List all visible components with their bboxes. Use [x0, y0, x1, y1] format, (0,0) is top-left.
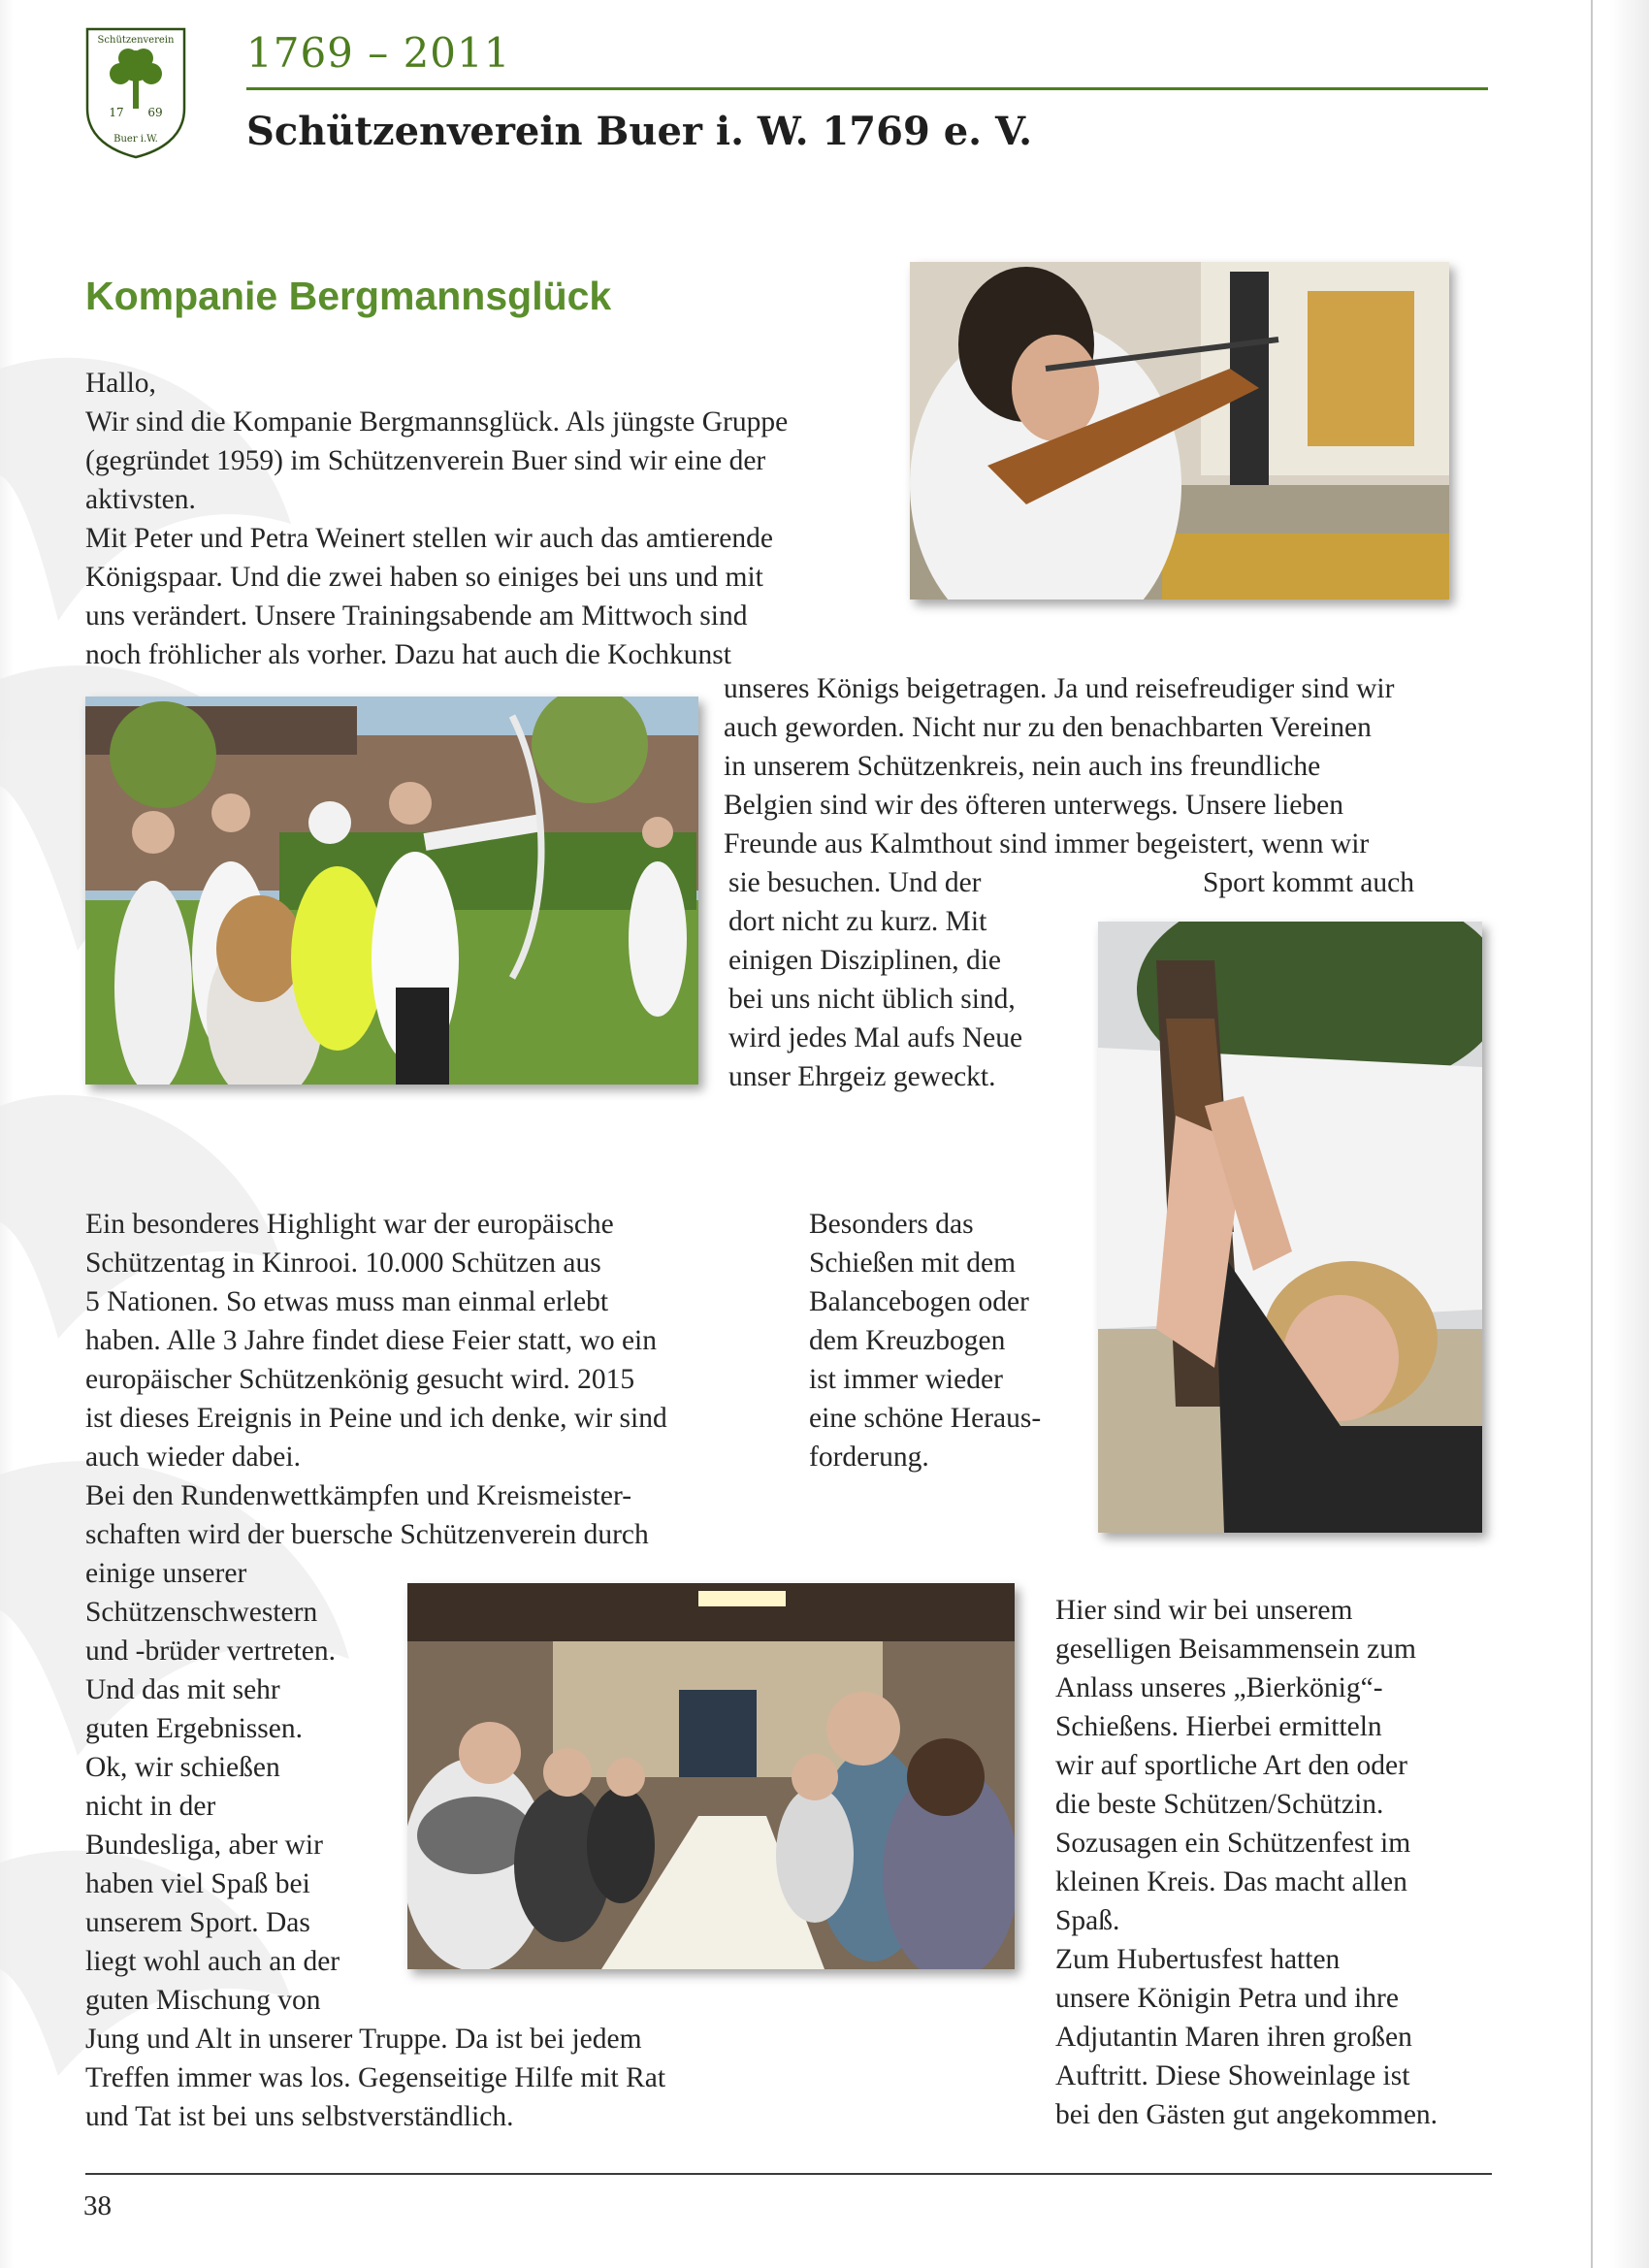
text-line: wird jedes Mal aufs Neue: [728, 1022, 1023, 1053]
crest-bottom-text: Buer i.W.: [113, 134, 158, 145]
photo-aiming-upward: [1098, 922, 1482, 1533]
text-line: Schießens. Hierbei ermitteln: [1055, 1711, 1382, 1742]
text-line: guten Ergebnissen.: [85, 1713, 303, 1744]
crest-year-right: 69: [147, 106, 163, 119]
narrow-paragraph: [728, 902, 1022, 1096]
page-number: 38: [83, 2190, 112, 2221]
text-line: Bundesliga, aber wir: [85, 1830, 323, 1861]
balance-paragraph: [809, 1205, 1041, 1476]
text-line: Schützenschwestern: [85, 1597, 318, 1628]
text-line: Besonders das: [809, 1209, 974, 1240]
text-line: und -brüder vertreten.: [85, 1636, 337, 1667]
header-years: 1769 – 2011: [246, 29, 511, 77]
text-line: bei uns nicht üblich sind,: [728, 984, 1016, 1015]
text-line: noch fröhlicher als vorher. Dazu hat auch die Kochkunst: [85, 639, 731, 670]
text-line: liegt wohl auch an der: [85, 1946, 340, 1977]
closing-paragraph: [85, 2020, 665, 2136]
bierkoenig-paragraph: [1055, 1591, 1438, 2134]
text-line: in unserem Schützenkreis, nein auch ins freundliche: [724, 751, 1321, 782]
text-line: Sozusagen ein Schützenfest im: [1055, 1828, 1411, 1859]
text-line: ist dieses Ereignis in Peine und ich denke, wir sind: [85, 1403, 667, 1434]
page-edge-line: [1591, 0, 1593, 2268]
text-line: forderung.: [809, 1442, 929, 1473]
intro-paragraph: [85, 364, 788, 674]
text-line: einige unserer: [85, 1558, 247, 1589]
text-line: nicht in der: [85, 1791, 216, 1822]
text-line: Freunde aus Kalmthout sind immer begeistert, wenn wir: [724, 828, 1370, 859]
text-line: aktivsten.: [85, 484, 196, 515]
text-line: Spaß.: [1055, 1905, 1120, 1936]
photo-group-table: [407, 1583, 1015, 1969]
text-line: guten Mischung von: [85, 1985, 321, 2016]
text-line: auch geworden. Nicht nur zu den benachbarten Vereinen: [724, 712, 1372, 743]
text-line: Hallo,: [85, 368, 156, 399]
text-line: Hier sind wir bei unserem: [1055, 1595, 1353, 1626]
text-line: kleinen Kreis. Das macht allen: [1055, 1866, 1407, 1897]
photo-archery-lawn: [85, 697, 698, 1085]
text-line: haben viel Spaß bei: [85, 1868, 310, 1899]
footer-divider: [85, 2173, 1492, 2175]
text-line: Jung und Alt in unserer Truppe. Da ist bei jedem: [85, 2024, 642, 2055]
photo-crossbow-indoor: [910, 262, 1449, 599]
text-line: Bei den Rundenwettkämpfen und Kreismeister-: [85, 1480, 632, 1511]
text-line: Und das mit sehr: [85, 1674, 280, 1705]
text-line: Adjutantin Maren ihren großen: [1055, 2022, 1412, 2053]
text-line: und Tat ist bei uns selbstverständlich.: [85, 2101, 514, 2132]
text-line: uns verändert. Unsere Trainingsabende am Mittwoch sind: [85, 600, 748, 632]
text-line: Schützentag in Kinrooi. 10.000 Schützen aus: [85, 1247, 601, 1279]
text-line: Treffen immer was los. Gegenseitige Hilfe mit Rat: [85, 2062, 666, 2093]
text-line: Ok, wir schießen: [85, 1752, 280, 1783]
text-line: 5 Nationen. So etwas muss man einmal erlebt: [85, 1286, 609, 1317]
text-line: Ein besonderes Highlight war der europäische: [85, 1209, 614, 1240]
text-line: ist immer wieder: [809, 1364, 1003, 1395]
text-line: europäischer Schützenkönig gesucht wird. 2015: [85, 1364, 635, 1395]
text-line: Mit Peter und Petra Weinert stellen wir auch das amtierende: [85, 523, 773, 554]
text-line: unsere Königin Petra und ihre: [1055, 1983, 1399, 2014]
text-line: auch wieder dabei.: [85, 1442, 301, 1473]
text-line: haben. Alle 3 Jahre findet diese Feier statt, wo ein: [85, 1325, 658, 1356]
highlight-paragraph: [85, 1205, 667, 1593]
split-line-right: Sport kommt auch: [1203, 867, 1414, 898]
header-club-name: Schützenverein Buer i. W. 1769 e. V.: [246, 109, 1032, 154]
wrap-paragraph: [724, 669, 1394, 863]
text-line: Königspaar. Und die zwei haben so einiges bei uns und mit: [85, 562, 763, 593]
club-crest: [83, 25, 188, 159]
text-line: dem Kreuzbogen: [809, 1325, 1006, 1356]
text-line: dort nicht zu kurz. Mit: [728, 906, 987, 937]
text-line: Anlass unseres „Bierkönig“-: [1055, 1672, 1383, 1703]
header-divider: [246, 87, 1488, 90]
text-line: Auftritt. Diese Showeinlage ist: [1055, 2060, 1410, 2091]
text-line: geselligen Beisammensein zum: [1055, 1634, 1416, 1665]
text-line: (gegründet 1959) im Schützenverein Buer sind wir eine der: [85, 445, 766, 476]
article-title: Kompanie Bergmannsglück: [85, 274, 612, 318]
crest-year-left: 17: [109, 106, 124, 119]
text-line: unserem Sport. Das: [85, 1907, 310, 1938]
text-line: unser Ehrgeiz geweckt.: [728, 1061, 996, 1092]
text-line: bei den Gästen gut angekommen.: [1055, 2099, 1439, 2130]
crest-top-text: Schützenverein: [97, 35, 175, 46]
text-line: wir auf sportliche Art den oder: [1055, 1750, 1407, 1781]
text-line: schaften wird der buersche Schützenverein durch: [85, 1519, 649, 1550]
split-line-left: sie besuchen. Und der: [728, 867, 982, 898]
text-line: eine schöne Heraus-: [809, 1403, 1042, 1434]
text-line: Balancebogen oder: [809, 1286, 1029, 1317]
text-line: die beste Schützen/Schützin.: [1055, 1789, 1384, 1820]
text-line: Wir sind die Kompanie Bergmannsglück. Als jüngste Gruppe: [85, 406, 789, 437]
text-line: einigen Disziplinen, die: [728, 945, 1001, 976]
text-line: unseres Königs beigetragen. Ja und reisefreudiger sind wir: [724, 673, 1395, 704]
text-line: Belgien sind wir des öfteren unterwegs. Unsere lieben: [724, 790, 1343, 821]
text-line: Schießen mit dem: [809, 1247, 1017, 1279]
text-line: Zum Hubertusfest hatten: [1055, 1944, 1341, 1975]
results-paragraph: [85, 1593, 340, 2020]
